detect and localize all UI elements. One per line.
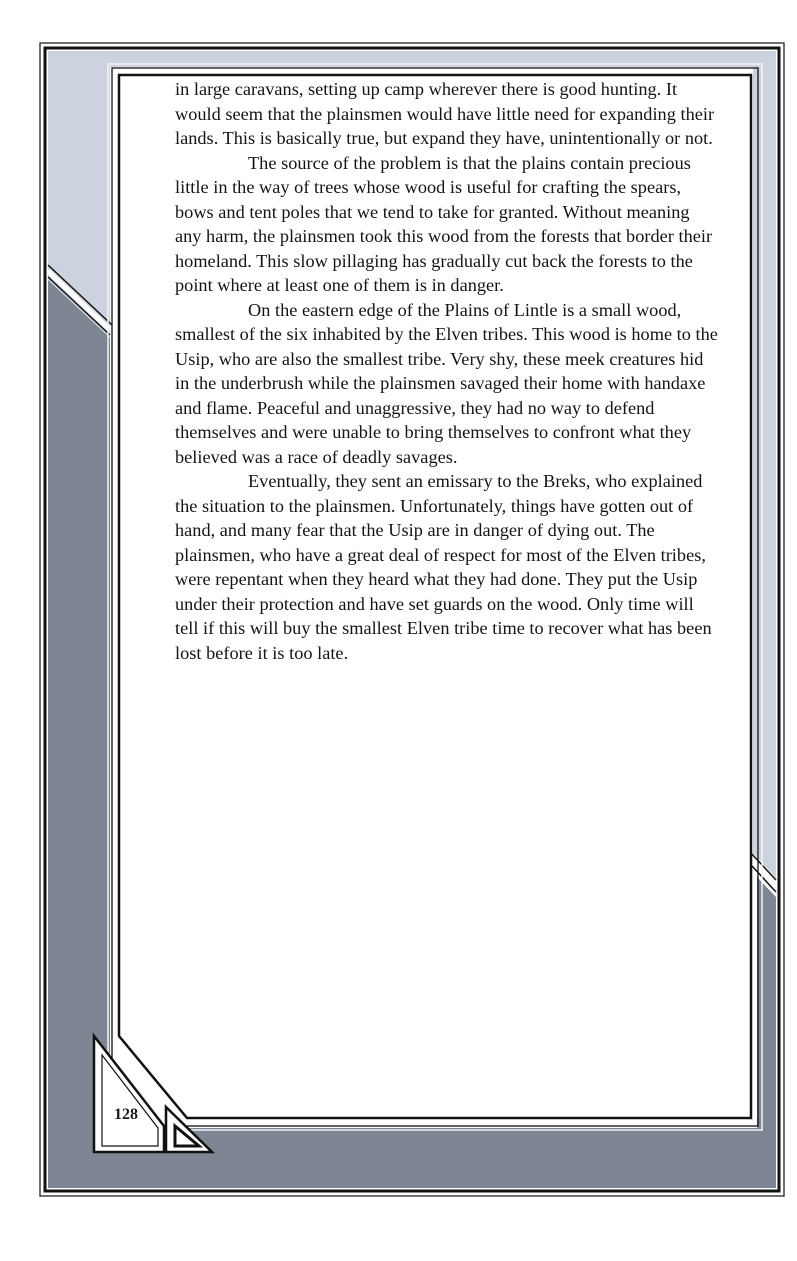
paragraph-1: in large caravans, setting up camp wherever there is good hunting. It would seem that the plainsmen would have little need for expanding their lands. This is basically true, but expand they have, unintentionally or not. bbox=[175, 79, 715, 148]
paragraph-3: On the eastern edge of the Plains of Lintle is a small wood, smallest of the six inhabited by the Elven tribes. This wood is home to the Usip, who are also the smallest tribe. Very shy, these meek creatures hid in the underbrush while the plainsmen savaged their home with handaxe and flame. Peaceful and unaggressive, they had no way to defend themselves and were unable to bring themselves to confront what they believed was a race of deadly savages. bbox=[175, 299, 718, 467]
body-text bbox=[175, 77, 720, 665]
paragraph-2: The source of the problem is that the plains contain precious little in the way of trees whose wood is useful for crafting the spears, bows and tent poles that we tend to take for granted. Without meaning any harm, the plainsmen took this wood from the forests that border their homeland. This slow pillaging has gradually cut back the forests to the point where at least one of them is in danger. bbox=[175, 152, 713, 295]
page-number: 128 bbox=[114, 1106, 138, 1123]
paragraph-4: Eventually, they sent an emissary to the Breks, who explained the situation to the plainsmen. Unfortunately, things have gotten out of hand, and many fear that the Usip are in danger of dying out. The plainsmen, who have a great deal of respect for most of the Elven tribes, were repentant when they heard what they had done. They put the Usip under their protection and have set guards on the wood. Only time will tell if this will buy the smallest Elven tribe time to recover what has been lost before it is too late. bbox=[175, 471, 712, 663]
